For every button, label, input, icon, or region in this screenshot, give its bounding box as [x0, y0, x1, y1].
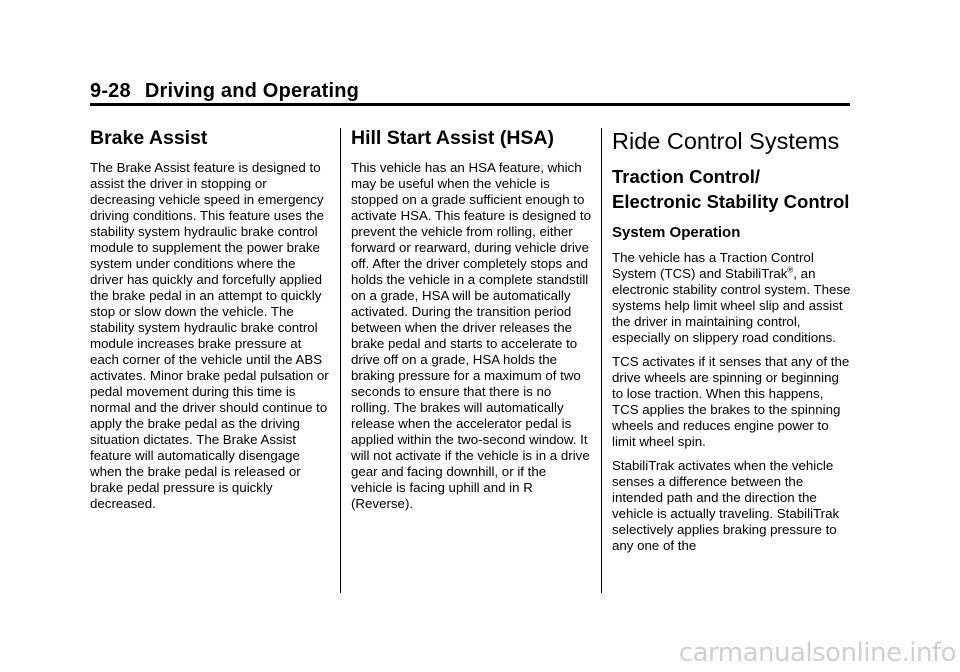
column-divider-1: [340, 128, 341, 593]
column-divider-2: [601, 128, 602, 593]
system-operation-paragraph-3: StabiliTrak activates when the vehicle senses a difference between the intended path and the direction the vehicle is actually traveling. StabiliTrak selectively applies braking pressure to any one of the: [612, 458, 840, 553]
page-number: 9-28: [90, 80, 131, 102]
column-hill-start-assist: [351, 126, 591, 520]
section-title: Driving and Operating: [144, 80, 360, 102]
system-operation-heading: System Operation: [612, 224, 741, 241]
p1-text-before: The vehicle has a Traction Control System (TCS) and StabiliTrak: [612, 250, 814, 281]
brake-assist-heading: Brake Assist: [90, 127, 208, 149]
ride-control-title: Ride Control Systems: [612, 128, 840, 154]
registered-mark: ®: [787, 265, 794, 275]
column-brake-assist: [90, 126, 330, 520]
system-operation-paragraph-2: TCS activates if it senses that any of the drive wheels are spinning or beginning to lose traction. When this happens, TCS applies the brakes to the spinning wheels and reduces engine power to limit wheel spin.: [612, 354, 850, 449]
watermark: carmanualsonline.info: [678, 638, 956, 668]
brake-assist-body: The Brake Assist feature is designed to assist the driver in stopping or decreasing vehicle speed in emergency driving conditions. This feature uses the stability system hydraulic brake control module to supplement the power brake system under conditions where the driver has quickly and forcefully applied the brake pedal in an attempt to quickly stop or slow down the vehicle. The stability system hydraulic brake control module increases brake pressure at each corner of the vehicle until the ABS activates. Minor brake pedal pulsation or pedal movement during this time is normal and the driver should continue to apply the brake pedal as the driving situation dictates. The Brake Assist feature will automatically disengage when the brake pedal is released or brake pedal pressure is quickly decreased.: [90, 160, 329, 511]
system-operation-paragraph-1: [612, 250, 852, 346]
hsa-heading: Hill Start Assist (HSA): [351, 127, 554, 149]
traction-control-subtitle: Traction Control/ Electronic Stability Control: [612, 166, 850, 212]
hsa-body: This vehicle has an HSA feature, which may be useful when the vehicle is stopped on a grade sufficient enough to activate HSA. This feature is designed to prevent the vehicle from rolling, either forward or rearward, during vehicle drive off. After the driver completely stops and holds the vehicle in a complete standstill on a grade, HSA will be automatically activated. During the transition period between when the driver releases the brake pedal and starts to accelerate to drive off on a grade, HSA holds the braking pressure for a maximum of two seconds to ensure that there is no rolling. The brakes will automatically release when the accelerator pedal is applied within the two-second window. It will not activate if the vehicle is in a drive gear and facing downhill, or if the vehicle is facing uphill and in R (Reverse).: [351, 160, 591, 511]
header-rule: [90, 103, 850, 106]
p1-text-after: , an electronic stability control system. These systems help limit wheel slip and assist the driver in maintaining control, especially on slippery road conditions.: [612, 266, 851, 345]
page-header: [90, 80, 359, 103]
column-ride-control: [612, 126, 852, 562]
